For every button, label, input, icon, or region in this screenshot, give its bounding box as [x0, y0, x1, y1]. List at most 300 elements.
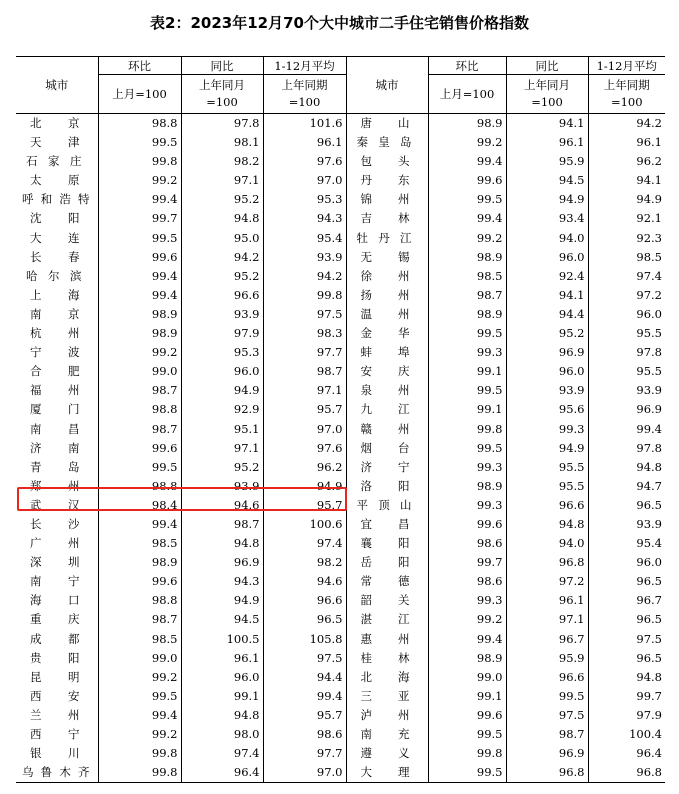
yoy-value: 94.5	[181, 610, 263, 629]
avg-value: 96.1	[263, 133, 346, 152]
table-row	[16, 190, 665, 209]
avg-value: 92.1	[636, 211, 662, 226]
mom-value: 99.5	[98, 458, 181, 477]
avg-value: 96.9	[636, 402, 662, 417]
mom-value: 99.8	[98, 744, 181, 763]
city-name: 贵阳	[16, 649, 98, 668]
avg-value: 95.4	[263, 229, 346, 248]
avg-value: 94.9	[263, 477, 346, 496]
avg-value: 96.2	[263, 458, 346, 477]
yoy-value: 92.9	[181, 400, 263, 419]
avg-value: 95.5	[636, 364, 662, 379]
mom-value: 99.1	[428, 362, 506, 381]
city-name: 扬州	[346, 286, 428, 305]
mom-value: 99.0	[98, 362, 181, 381]
avg-value: 96.5	[636, 574, 662, 589]
avg-value: 92.3	[636, 230, 662, 245]
yoy-value: 96.0	[506, 248, 588, 267]
mom-value: 99.3	[428, 458, 506, 477]
yoy-value: 95.3	[181, 343, 263, 362]
yoy-value: 100.5	[181, 630, 263, 649]
yoy-value: 94.0	[506, 229, 588, 248]
city-name: 温州	[346, 305, 428, 324]
city-name: 大理	[346, 763, 428, 783]
yoy-value: 96.1	[506, 133, 588, 152]
mom-value: 98.5	[428, 267, 506, 286]
mom-value: 99.4	[98, 706, 181, 725]
table-row	[16, 400, 665, 419]
table-row	[16, 458, 665, 477]
header-avg-left: 1-12月平均	[263, 57, 346, 75]
table-row	[16, 706, 665, 725]
yoy-value: 94.2	[181, 248, 263, 267]
yoy-value: 93.9	[181, 305, 263, 324]
avg-value: 96.5	[636, 650, 662, 665]
city-name: 乌鲁木齐	[16, 763, 98, 783]
table-row	[16, 477, 665, 496]
avg-value: 97.6	[263, 152, 346, 171]
avg-value: 94.3	[263, 209, 346, 228]
yoy-value: 94.9	[181, 381, 263, 400]
mom-value: 98.7	[98, 420, 181, 439]
city-name: 韶关	[346, 591, 428, 610]
city-name: 杭州	[16, 324, 98, 343]
mom-value: 99.2	[428, 229, 506, 248]
table-row	[16, 286, 665, 305]
avg-value: 98.7	[263, 362, 346, 381]
mom-value: 98.4	[98, 496, 181, 515]
yoy-value: 93.9	[506, 381, 588, 400]
yoy-value: 96.4	[181, 763, 263, 783]
city-name: 惠州	[346, 630, 428, 649]
yoy-value: 95.9	[506, 649, 588, 668]
yoy-value: 96.7	[506, 630, 588, 649]
city-name: 安庆	[346, 362, 428, 381]
mom-value: 99.4	[428, 209, 506, 228]
mom-value: 98.6	[428, 572, 506, 591]
avg-value: 100.6	[263, 515, 346, 534]
yoy-value: 94.0	[506, 534, 588, 553]
yoy-value: 98.2	[181, 152, 263, 171]
header-mom-right: 环比	[428, 57, 506, 75]
avg-value: 94.7	[636, 478, 662, 493]
yoy-value: 97.4	[181, 744, 263, 763]
table-row	[16, 343, 665, 362]
table-row	[16, 534, 665, 553]
yoy-value: 98.7	[506, 725, 588, 744]
avg-value: 97.5	[263, 649, 346, 668]
mom-value: 99.3	[428, 496, 506, 515]
mom-value: 99.8	[98, 152, 181, 171]
table-row	[16, 114, 665, 134]
city-name: 北海	[346, 668, 428, 687]
city-name: 重庆	[16, 610, 98, 629]
yoy-value: 93.4	[506, 209, 588, 228]
avg-value: 96.4	[636, 746, 662, 761]
mom-value: 99.6	[98, 439, 181, 458]
avg-value: 96.2	[636, 154, 662, 169]
avg-value: 97.0	[263, 763, 346, 783]
city-name: 南昌	[16, 420, 98, 439]
city-name: 宁波	[16, 343, 98, 362]
city-name: 上海	[16, 286, 98, 305]
avg-value: 100.4	[629, 727, 662, 741]
table-row	[16, 572, 665, 591]
avg-value: 96.5	[636, 497, 662, 512]
city-name: 丹东	[346, 171, 428, 190]
mom-value: 98.9	[428, 305, 506, 324]
mom-value: 99.4	[98, 190, 181, 209]
yoy-value: 94.1	[506, 114, 588, 134]
yoy-value: 93.9	[181, 477, 263, 496]
mom-value: 99.7	[428, 553, 506, 572]
yoy-value: 92.4	[506, 267, 588, 286]
city-name: 石家庄	[16, 152, 98, 171]
yoy-value: 96.0	[506, 362, 588, 381]
yoy-value: 96.0	[181, 668, 263, 687]
table-row	[16, 381, 665, 400]
table-row	[16, 553, 665, 572]
avg-value: 96.6	[263, 591, 346, 610]
mom-value: 99.5	[428, 190, 506, 209]
table-row	[16, 305, 665, 324]
mom-value: 99.6	[98, 248, 181, 267]
header-avg-base-left: 上年同期 =100	[263, 75, 346, 114]
mom-value: 99.5	[428, 725, 506, 744]
avg-value: 96.7	[636, 593, 662, 608]
city-name: 厦门	[16, 400, 98, 419]
mom-value: 99.2	[428, 610, 506, 629]
avg-value: 97.1	[263, 381, 346, 400]
avg-value: 97.6	[263, 439, 346, 458]
avg-value: 99.8	[263, 286, 346, 305]
avg-value: 94.8	[636, 669, 662, 684]
city-name: 郑州	[16, 477, 98, 496]
mom-value: 98.6	[428, 534, 506, 553]
city-name: 兰州	[16, 706, 98, 725]
yoy-value: 96.8	[506, 763, 588, 783]
avg-value: 99.7	[636, 688, 662, 703]
city-name: 锦州	[346, 190, 428, 209]
avg-value: 97.0	[263, 420, 346, 439]
yoy-value: 94.9	[506, 439, 588, 458]
mom-value: 99.1	[428, 687, 506, 706]
city-name: 南充	[346, 725, 428, 744]
yoy-value: 99.1	[181, 687, 263, 706]
yoy-value: 96.0	[181, 362, 263, 381]
city-name: 九江	[346, 400, 428, 419]
mom-value: 99.6	[428, 515, 506, 534]
mom-value: 99.5	[428, 439, 506, 458]
city-name: 宜昌	[346, 515, 428, 534]
mom-value: 99.6	[428, 171, 506, 190]
header-yoy-left: 同比	[181, 57, 263, 75]
mom-value: 98.8	[98, 477, 181, 496]
city-name: 沈阳	[16, 209, 98, 228]
city-name: 哈尔滨	[16, 267, 98, 286]
table-row	[16, 248, 665, 267]
yoy-value: 95.2	[181, 190, 263, 209]
mom-value: 99.4	[428, 630, 506, 649]
city-name: 南宁	[16, 572, 98, 591]
avg-value: 97.7	[263, 744, 346, 763]
header-mom-base-left: 上月=100	[98, 75, 181, 114]
mom-value: 98.8	[98, 400, 181, 419]
city-name: 襄阳	[346, 534, 428, 553]
yoy-value: 94.6	[181, 496, 263, 515]
header-city-left: 城市	[16, 57, 98, 114]
mom-value: 98.9	[428, 477, 506, 496]
table-row	[16, 171, 665, 190]
yoy-value: 94.8	[181, 534, 263, 553]
yoy-value: 94.1	[506, 286, 588, 305]
city-name: 牡丹江	[346, 229, 428, 248]
avg-value: 93.9	[636, 516, 662, 531]
avg-value: 97.2	[636, 287, 662, 302]
city-name: 青岛	[16, 458, 98, 477]
avg-value: 97.4	[263, 534, 346, 553]
yoy-value: 97.1	[181, 439, 263, 458]
mom-value: 99.6	[428, 706, 506, 725]
yoy-value: 96.9	[181, 553, 263, 572]
yoy-value: 97.1	[506, 610, 588, 629]
mom-value: 98.9	[98, 324, 181, 343]
avg-value: 97.7	[263, 343, 346, 362]
mom-value: 99.1	[428, 400, 506, 419]
mom-value: 99.4	[428, 152, 506, 171]
city-name: 桂林	[346, 649, 428, 668]
avg-value: 97.8	[636, 440, 662, 455]
mom-value: 99.8	[428, 420, 506, 439]
header-yoy-right: 同比	[506, 57, 588, 75]
yoy-value: 96.8	[506, 553, 588, 572]
yoy-value: 97.1	[181, 171, 263, 190]
avg-value: 97.5	[263, 305, 346, 324]
avg-value: 93.9	[636, 383, 662, 398]
header-mom-left: 环比	[98, 57, 181, 75]
city-name: 银川	[16, 744, 98, 763]
mom-value: 99.8	[428, 744, 506, 763]
city-name: 济南	[16, 439, 98, 458]
avg-value: 101.6	[263, 114, 346, 134]
city-name: 平顶山	[346, 496, 428, 515]
table-row	[16, 668, 665, 687]
city-name: 深圳	[16, 553, 98, 572]
yoy-value: 95.1	[181, 420, 263, 439]
avg-value: 105.8	[263, 630, 346, 649]
yoy-value: 97.8	[181, 114, 263, 134]
price-index-table	[16, 56, 665, 783]
city-name: 成都	[16, 630, 98, 649]
avg-value: 94.9	[636, 192, 662, 207]
table-row	[16, 744, 665, 763]
mom-value: 98.7	[428, 286, 506, 305]
city-name: 三亚	[346, 687, 428, 706]
mom-value: 99.0	[428, 668, 506, 687]
city-name: 长春	[16, 248, 98, 267]
table-row	[16, 649, 665, 668]
table-row	[16, 591, 665, 610]
city-name: 天津	[16, 133, 98, 152]
yoy-value: 95.0	[181, 229, 263, 248]
table-row	[16, 630, 665, 649]
yoy-value: 94.8	[181, 706, 263, 725]
city-name: 秦皇岛	[346, 133, 428, 152]
mom-value: 99.2	[98, 171, 181, 190]
table-row	[16, 725, 665, 744]
city-name: 广州	[16, 534, 98, 553]
mom-value: 98.7	[98, 610, 181, 629]
yoy-value: 95.5	[506, 477, 588, 496]
header-avg-base-right: 上年同期 =100	[588, 75, 665, 114]
yoy-value: 95.2	[506, 324, 588, 343]
yoy-value: 94.8	[181, 209, 263, 228]
mom-value: 99.5	[98, 687, 181, 706]
avg-value: 97.8	[636, 345, 662, 360]
city-name: 徐州	[346, 267, 428, 286]
city-name: 长沙	[16, 515, 98, 534]
city-name: 烟台	[346, 439, 428, 458]
avg-value: 94.6	[263, 572, 346, 591]
yoy-value: 98.0	[181, 725, 263, 744]
mom-value: 99.6	[98, 572, 181, 591]
avg-value: 94.8	[636, 459, 662, 474]
avg-value: 96.0	[636, 555, 662, 570]
header-avg-right: 1-12月平均	[588, 57, 665, 75]
avg-value: 95.7	[263, 706, 346, 725]
mom-value: 99.5	[428, 324, 506, 343]
yoy-value: 99.3	[506, 420, 588, 439]
table-row	[16, 687, 665, 706]
header-yoy-base-left: 上年同月 =100	[181, 75, 263, 114]
yoy-value: 98.1	[181, 133, 263, 152]
table-row	[16, 209, 665, 228]
mom-value: 99.8	[98, 763, 181, 783]
table-row	[16, 496, 665, 515]
avg-value: 98.6	[263, 725, 346, 744]
header-city-right: 城市	[346, 57, 428, 114]
table-row	[16, 439, 665, 458]
city-name: 遵义	[346, 744, 428, 763]
avg-value: 99.4	[263, 687, 346, 706]
city-name: 海口	[16, 591, 98, 610]
avg-value: 95.4	[636, 536, 662, 551]
avg-value: 97.9	[636, 707, 662, 722]
avg-value: 96.0	[636, 306, 662, 321]
mom-value: 98.8	[98, 591, 181, 610]
avg-value: 96.1	[636, 135, 662, 150]
mom-value: 98.9	[428, 248, 506, 267]
city-name: 太原	[16, 171, 98, 190]
avg-value: 97.4	[636, 268, 662, 283]
yoy-value: 97.2	[506, 572, 588, 591]
mom-value: 98.9	[98, 553, 181, 572]
table-row	[16, 515, 665, 534]
table-title: 表2：2023年12月70个大中城市二手住宅销售价格指数	[150, 14, 529, 32]
city-name: 赣州	[346, 420, 428, 439]
mom-value: 98.9	[428, 114, 506, 134]
avg-value: 95.3	[263, 190, 346, 209]
yoy-value: 95.9	[506, 152, 588, 171]
table-row	[16, 610, 665, 629]
yoy-value: 94.5	[506, 171, 588, 190]
mom-value: 99.5	[98, 133, 181, 152]
yoy-value: 96.9	[506, 343, 588, 362]
mom-value: 98.7	[98, 381, 181, 400]
city-name: 岳阳	[346, 553, 428, 572]
table-row	[16, 267, 665, 286]
city-name: 西安	[16, 687, 98, 706]
yoy-value: 94.4	[506, 305, 588, 324]
avg-value: 94.2	[263, 267, 346, 286]
yoy-value: 97.5	[506, 706, 588, 725]
mom-value: 99.5	[428, 763, 506, 783]
yoy-value: 94.9	[181, 591, 263, 610]
mom-value: 98.9	[98, 305, 181, 324]
table-row	[16, 229, 665, 248]
city-name: 福州	[16, 381, 98, 400]
yoy-value: 96.6	[506, 668, 588, 687]
avg-value: 95.7	[263, 400, 346, 419]
city-name: 西宁	[16, 725, 98, 744]
mom-value: 99.5	[98, 229, 181, 248]
yoy-value: 96.1	[181, 649, 263, 668]
yoy-value: 95.2	[181, 267, 263, 286]
mom-value: 99.2	[98, 725, 181, 744]
city-name: 湛江	[346, 610, 428, 629]
avg-value: 94.4	[263, 668, 346, 687]
yoy-value: 96.6	[181, 286, 263, 305]
yoy-value: 94.3	[181, 572, 263, 591]
avg-value: 97.0	[263, 171, 346, 190]
mom-value: 99.3	[428, 343, 506, 362]
table-row	[16, 763, 665, 783]
table-row	[16, 324, 665, 343]
city-name: 洛阳	[346, 477, 428, 496]
mom-value: 99.3	[428, 591, 506, 610]
yoy-value: 94.9	[506, 190, 588, 209]
avg-value: 98.2	[263, 553, 346, 572]
city-name: 金华	[346, 324, 428, 343]
city-name: 昆明	[16, 668, 98, 687]
mom-value: 98.5	[98, 630, 181, 649]
city-name: 吉林	[346, 209, 428, 228]
mom-value: 99.2	[98, 668, 181, 687]
avg-value: 96.8	[588, 763, 665, 783]
table-row	[16, 133, 665, 152]
header-yoy-base-right: 上年同月 =100	[506, 75, 588, 114]
header-mom-base-right: 上月=100	[428, 75, 506, 114]
yoy-value: 95.6	[506, 400, 588, 419]
avg-value: 93.9	[263, 248, 346, 267]
city-name: 泉州	[346, 381, 428, 400]
table-row	[16, 420, 665, 439]
city-name: 唐山	[346, 114, 428, 134]
mom-value: 98.8	[98, 114, 181, 134]
mom-value: 99.4	[98, 267, 181, 286]
avg-value: 98.5	[636, 249, 662, 264]
mom-value: 99.0	[98, 649, 181, 668]
mom-value: 99.7	[98, 209, 181, 228]
avg-value: 96.5	[636, 612, 662, 627]
city-name: 无锡	[346, 248, 428, 267]
city-name: 南京	[16, 305, 98, 324]
city-name: 北京	[16, 114, 98, 134]
mom-value: 98.9	[428, 649, 506, 668]
yoy-value: 96.1	[506, 591, 588, 610]
avg-value: 97.5	[636, 631, 662, 646]
avg-value: 96.5	[263, 610, 346, 629]
